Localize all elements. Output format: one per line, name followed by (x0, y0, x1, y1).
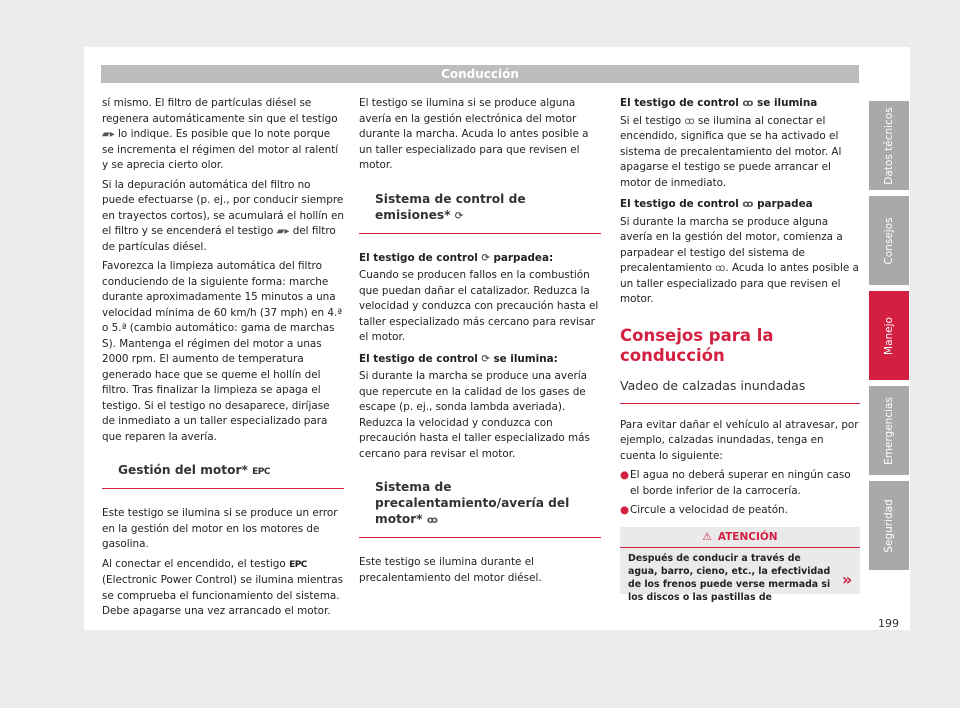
section-heading-engine-management (102, 462, 344, 489)
tab-consejos[interactable] (869, 196, 909, 285)
tab-label: Manejo (883, 316, 895, 355)
tab-seguridad[interactable] (869, 481, 909, 570)
page-header: Conducción (101, 65, 859, 83)
page-number: 199 (878, 617, 899, 630)
paragraph: Si durante la marcha se produce una avería que repercute en la calidad de los gases de escape (p. ej., sonda lambda averiada). Reduzca la velocidad y conduzca con precaución hasta el taller especializado más cercano para revisar el motor. (359, 370, 590, 460)
warning-title: ATENCIÓN (717, 531, 778, 543)
emissions-icon: ⟳ (454, 210, 464, 222)
text: Si la depuración automática del filtro no puede efectuarse (p. ej., por conducir siempre en trayectos cortos), se acumulará el hollín en el filtro y se encenderá el testigo (102, 178, 344, 237)
paragraph: Este testigo se ilumina durante el precalentamiento del motor diésel. (359, 556, 542, 584)
section-heading-preheating (359, 479, 601, 538)
text: El testigo de control (359, 352, 478, 365)
chapter-heading: Consejos para la conducción (620, 325, 774, 365)
tab-datos-tecnicos[interactable] (869, 101, 909, 190)
text: El testigo de control (620, 198, 739, 210)
tab-label: Consejos (883, 216, 895, 265)
warning-triangle-icon: ⚠ (702, 531, 712, 543)
text: parpadea: (493, 251, 554, 264)
glow-plug-icon: ꝏ (742, 199, 754, 210)
text: sí mismo. El filtro de partículas diésel se regenera automáticamente sin que el testigo (102, 97, 338, 125)
paragraph (620, 114, 860, 192)
paragraph: Cuando se producen fallos en la combustión que puedan dañar el catalizador. Reduzca la velocidad y conduzca con precaución hasta el taller especializado más cercano para revisar el motor. (359, 269, 599, 343)
glow-plug-icon: ꝏ (742, 98, 754, 109)
continue-arrow-icon: » (842, 570, 853, 589)
tab-emergencias[interactable] (869, 386, 909, 475)
warning-header (620, 527, 860, 548)
tab-label: Datos técnicos (883, 106, 895, 185)
side-tabs (869, 101, 909, 576)
text: El agua no deberá superar en ningún caso el borde inferior de la carrocería. (630, 469, 851, 497)
text: . Acuda lo antes posible a un taller especializado para que revisen el motor. (620, 262, 859, 305)
paragraph: Favorezca la limpieza automática del filtro conduciendo de la siguiente forma: marche durante aproximadamente 15 minutos a una velocidad mínima de 60 km/h (37 mph) en 4.ª o 5.ª (cambio automático: gama de marchas S). Mantenga el régimen del motor a unas 2000 rpm. El aumento de temperatura generado hace que se queme el hollín del filtro. Tras finalizar la limpieza se apaga el testigo. Si el testigo no desaparece, diríjase de inmediato a un taller especializado para que reparen la avería. (102, 260, 343, 443)
column-2 (359, 96, 601, 590)
text: (Electronic Power Control) se ilumina mientras se comprueba el funcionamiento del sistema. Debe apagarse una vez arrancado el motor. (102, 574, 344, 617)
emissions-icon: ⟳ (481, 353, 490, 365)
text: Si durante la marcha se produce alguna avería en la gestión del motor, comienza a parpadear el testigo del sistema de precalentamiento (620, 215, 843, 274)
subheading (620, 96, 860, 112)
text: Si el testigo (620, 114, 682, 127)
bullet-icon: ● (620, 469, 630, 481)
column-1 (102, 96, 344, 624)
text: Circule a velocidad de peatón. (630, 504, 788, 516)
list-item (620, 468, 860, 499)
subheading (359, 251, 601, 267)
subheading (359, 352, 601, 368)
paragraph (102, 557, 344, 620)
warning-box (620, 527, 860, 603)
epc-icon: EPC (252, 467, 270, 477)
column-3 (620, 96, 860, 523)
text: parpadea (757, 198, 813, 210)
tab-label: Seguridad (883, 498, 895, 553)
epc-icon: EPC (289, 559, 307, 570)
text: El testigo de control (620, 97, 739, 109)
glow-plug-icon: ꝏ (715, 263, 726, 274)
glow-plug-icon: ꝏ (426, 515, 438, 526)
glow-plug-icon: ꝏ (684, 115, 695, 127)
emissions-icon: ⟳ (481, 252, 490, 264)
bullet-icon: ● (620, 504, 630, 516)
section-heading-flooded-roads: Vadeo de calzadas inundadas (620, 378, 860, 404)
subheading (620, 197, 860, 213)
list-item (620, 503, 860, 519)
paragraph (620, 215, 860, 308)
dpf-warning-icon: ▰▸ (102, 129, 115, 140)
section-title: Sistema de precalentamiento/avería del motor* (375, 480, 570, 526)
section-heading-emissions (359, 191, 601, 234)
text: se ilumina: (493, 352, 558, 365)
warning-text: Después de conducir a través de agua, barro, cieno, etc., la efectividad de los frenos puede verse mermada si los discos o las pastillas de (628, 553, 831, 603)
section-title: Sistema de control de emisiones* (375, 191, 526, 222)
paragraph (102, 178, 344, 256)
text: Al conectar el encendido, el testigo (102, 557, 286, 570)
text: El testigo de control (359, 251, 478, 264)
text: del filtro de partículas diésel. (102, 225, 336, 253)
tab-manejo[interactable] (869, 291, 909, 380)
section-title: Gestión del motor* (118, 463, 248, 477)
paragraph (102, 96, 344, 174)
text: se ilumina (757, 97, 818, 109)
tab-label: Emergencias (883, 396, 895, 465)
text: se ilumina al conectar el encendido, significa que se ha activado el sistema de precalentamiento del motor. Al apagarse el testigo se puede arrancar el motor de inmediato. (620, 114, 842, 189)
paragraph: Para evitar dañar el vehículo al atravesar, por ejemplo, calzadas inundadas, tenga en cuenta lo siguiente: (620, 418, 859, 462)
paragraph: El testigo se ilumina si se produce alguna avería en la gestión electrónica del motor durante la marcha. Acuda lo antes posible a un taller especializado para que revisen el motor. (359, 97, 589, 171)
text: lo indique. Es posible que lo note porque se incrementa el régimen del motor al ralentí y se aprecia cierto olor. (102, 128, 339, 171)
paragraph: Este testigo se ilumina si se produce un error en la gestión del motor en los motores de gasolina. (102, 507, 338, 550)
dpf-warning-icon: ▰▸ (276, 226, 290, 237)
